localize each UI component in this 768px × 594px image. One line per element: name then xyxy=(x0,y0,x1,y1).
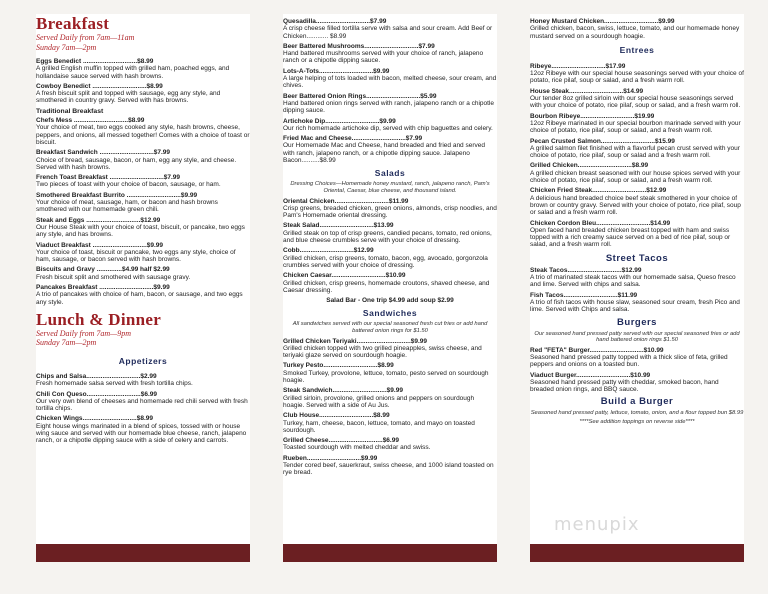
build-burger-heading: Build a Burger xyxy=(600,396,674,408)
menu-item-description: 12oz Ribeye marinated in our special bourbon marinade served with your choice of potato, rice pilaf, soup or salad, and a fresh warm roll. xyxy=(530,119,741,135)
build-burger-note: Seasoned hand pressed patty, lettuce, tomato, onion, and a flour topped bun $8.99 xyxy=(530,410,744,417)
menu-item xyxy=(36,117,250,146)
menu-list xyxy=(530,63,744,249)
menu-item xyxy=(283,198,497,220)
panel-content xyxy=(283,18,497,540)
menu-item-name: Steak Tacos..............................$12.99 xyxy=(530,266,642,274)
menu-item xyxy=(530,187,744,216)
breakfast-title: Breakfast xyxy=(36,14,110,33)
menu-item-description: Your choice of meat, two eggs cooked any style, hash browns, cheese, peppers, and onions, all messed together! Comes with a choice of toast or biscuit. xyxy=(36,124,250,146)
menu-item-description: A delicious hand breaded choice beef steak smothered in your choice of brown or country gravy. Served with your choice of potato, rice pilaf, soup or salad and a fresh warm roll. xyxy=(530,194,741,217)
menu-item-name: Chefs Mess ..............................$8.99 xyxy=(36,117,145,125)
footer-bar xyxy=(283,544,497,562)
menu-item xyxy=(36,149,250,171)
menu-item-name: Chicken Cordon Bleu..............................$14.99 xyxy=(530,219,671,227)
breakfast-hours: Served Daily from 7am—11am xyxy=(36,33,135,42)
menu-item xyxy=(36,373,250,388)
menu-item-description: Choice of bread, sausage, bacon, or ham, egg any style, and cheese. Served with hash browns. xyxy=(36,156,237,171)
menu-item-name: Beer Battered Mushrooms..............................$7.99 xyxy=(283,42,435,50)
menu-item-description: Smoked Turkey, provolone, lettuce, tomato, pesto served on sourdough hoagie. xyxy=(283,369,489,385)
menu-item-description: Eight house wings marinated in a blend of spices, tossed with or house wing sauce and served with our homemade blue cheese, ranch, jalapeno ranch, or a chipotle dipping sauce with a side of celery and carrots. xyxy=(36,422,247,445)
menu-item xyxy=(283,43,497,65)
menu-item-description: Our very own blend of cheeses and homemade red chili served with fresh tortilla chips. xyxy=(36,397,248,413)
menu-item xyxy=(283,247,497,269)
reverse-side-note: ****See addition toppings on reverse side**** xyxy=(579,419,695,426)
menu-item-description: Toasted sourdough with melted cheddar and swiss. xyxy=(283,444,431,452)
lunch-title: Lunch & Dinner xyxy=(36,309,162,329)
menu-item-description: Grilled steak on top of crisp greens, candied pecans, tomato, red onions, and blue cheese crumbles serve with your choice of dressing. xyxy=(283,229,492,245)
menu-item-description: Grilled chicken, crisp greens, homemade croutons, shaved cheese, and Caesar dressing. xyxy=(283,279,490,294)
menu-item xyxy=(36,192,250,214)
salads-note: Dressing Choices—Homemade honey mustard, ranch, jalapeno ranch, Pam's Oriental, Caesar, blue cheese, and thousand island. xyxy=(290,181,490,194)
menu-item xyxy=(530,63,744,85)
traditional-heading: Traditional Breakfast xyxy=(36,107,104,115)
menu-list xyxy=(36,58,250,105)
tacos-heading: Street Tacos xyxy=(605,252,669,264)
sandwiches-heading: Sandwiches xyxy=(362,308,418,319)
sandwiches-note: All sandwiches served with our special seasoned fresh cut fries or add hand battered onion rings for $1.50 xyxy=(292,321,488,334)
menu-item-name: Biscuits and Gravy ..............$4.99 half $2.99 xyxy=(36,266,170,274)
lunch-hours-sunday: Sunday 7am—2pm xyxy=(36,338,97,348)
menu-item xyxy=(530,18,744,40)
menu-list xyxy=(530,267,744,314)
menu-item-name: Fried Mac and Cheese..............................$7.99 xyxy=(283,135,423,143)
menu-item-name: Viaduct Burger..............................$10.99 xyxy=(530,371,651,379)
menu-item-description: Grilled sirloin, provolone, grilled onions and peppers on sourdough hoagie. Served with a side of Au Jus. xyxy=(283,394,475,409)
menu-item-description: Grilled chicken, bacon, swiss, lettuce, tomato, and our homemade honey mustard served on a sourdough hoagie. xyxy=(530,25,740,40)
menu-item-description: Our House Steak with your choice of toast, biscuit, or pancake, two eggs any style, and has browns. xyxy=(36,223,245,239)
menu-item xyxy=(36,391,250,413)
menu-item xyxy=(530,220,744,249)
menu-list xyxy=(530,18,744,40)
menu-item xyxy=(530,162,744,184)
menu-item-name: Cobb..............................$12.99 xyxy=(283,247,374,255)
menu-list xyxy=(36,373,250,445)
menu-item-name: Honey Mustard Chicken..............................$9.99 xyxy=(530,18,675,25)
menu-list xyxy=(283,18,497,164)
menu-item-name: Chili Con Queso..............................$6.99 xyxy=(36,390,157,398)
menu-item-name: Artichoke Dip..............................$9.99 xyxy=(283,117,396,125)
menu-item-name: Turkey Pesto..............................$8.99 xyxy=(283,362,394,370)
menu-item xyxy=(530,292,744,314)
menu-item xyxy=(36,174,250,189)
menu-item-name: Lots-A-Tots..............................$9.99 xyxy=(283,67,390,75)
menu-item xyxy=(283,362,497,384)
menu-item-description: Your choice of toast, biscuit or pancake, two eggs any style, choice of ham, sausage, or bacon served with hash browns. xyxy=(36,248,236,264)
menu-item-name: Pecan Crusted Salmon..............................$15.99 xyxy=(530,137,675,145)
menu-item-name: Eggs Benedict ..............................$8.99 xyxy=(36,58,154,65)
menu-item-name: Chips and Salsa..............................$2.99 xyxy=(36,372,157,380)
menu-item xyxy=(36,58,250,80)
menu-list xyxy=(283,198,497,295)
menu-item-name: Grilled Chicken..............................$8.99 xyxy=(530,162,649,170)
menu-item-description: Open faced hand breaded chicken breast topped with ham and swiss topped with a rich creamy sauce served on a bed of rice pilaf, soup or salad, and a fresh warm roll. xyxy=(530,226,731,249)
menu-item-name: French Toast Breakfast ..............................$7.99 xyxy=(36,174,181,182)
menu-item-name: Oriental Chicken..............................$11.99 xyxy=(283,197,409,205)
menu-item-description: A trio of pancakes with choice of ham, bacon, or sausage, and two eggs any style. xyxy=(36,291,243,306)
menu-item xyxy=(283,338,497,360)
menu-item-name: Chicken Caesar..............................$10.99 xyxy=(283,272,406,280)
menu-item-description: A trio of marinated steak tacos with our homemade salsa, Queso fresco and lime. Served with chips and salsa. xyxy=(530,274,736,289)
menu-item-description: Grilled chicken topped with two grilled pineapples, swiss cheese, and teriyaki glaze served on sourdough hoagie. xyxy=(283,344,482,360)
menu-item xyxy=(283,18,497,40)
menu-item xyxy=(36,266,250,281)
menu-item-name: Grilled Chicken Teriyaki..............................$9.99 xyxy=(283,337,428,345)
menu-item xyxy=(530,347,744,369)
footer-bar xyxy=(530,544,744,562)
menu-list xyxy=(530,347,744,394)
menu-item-description: A grilled salmon filet finished with a flavorful pecan crust served with your choice of potato, rice pilaf, soup or salad and a fresh warm roll. xyxy=(530,144,740,160)
menu-item xyxy=(530,138,744,160)
menu-item-description: Hand battered mushrooms served with your choice of ranch, jalapeno ranch or a chipotle dipping sauce. xyxy=(283,50,484,65)
menu-item xyxy=(530,88,744,110)
menu-item xyxy=(36,415,250,444)
menu-item-name: Viaduct Breakfast ..............................$9.99 xyxy=(36,241,164,249)
menu-item xyxy=(36,284,250,306)
menu-item-name: Steak and Eggs ..............................$12.99 xyxy=(36,216,161,224)
menu-item xyxy=(36,242,250,264)
menu-item xyxy=(283,118,497,133)
menu-item-name: Breakfast Sandwich ..............................$7.99 xyxy=(36,149,171,157)
menu-item-name: Smothered Breakfast Burrito ..............................$9.99 xyxy=(36,191,198,199)
menu-item-description: Hand battered onion rings served with ranch, jalapeno ranch or a chipotle dipping sauce. xyxy=(283,99,495,115)
menu-item-name: Pancakes Breakfast ..............................$9.99 xyxy=(36,284,170,292)
menu-item-name: House Steak..............................$14.99 xyxy=(530,87,644,95)
menu-item xyxy=(283,135,497,164)
menu-item-description: A grilled English muffin topped with grilled ham, poached eggs, and hollandaise sauce served with hash browns. xyxy=(36,65,230,80)
menu-item-description: Your choice of meat, sausage, ham, or bacon and hash browns smothered with our homemade green chili. xyxy=(36,199,218,214)
menu-item-name: Cowboy Benedict ..............................$8.99 xyxy=(36,82,163,90)
menu-item-description: Tender cored beef, sauerkraut, swiss cheese, and 1000 island toasted on rye bread. xyxy=(283,462,494,477)
menu-item-description: Seasoned hand pressed patty with cheddar, smoked bacon, hand breaded onion rings, and BBQ sauce. xyxy=(530,378,719,394)
menu-item-name: Steak Sandwich..............................$9.99 xyxy=(283,387,403,395)
menu-item xyxy=(283,222,497,244)
salads-heading: Salads xyxy=(374,168,406,179)
menu-item xyxy=(36,217,250,239)
menu-item xyxy=(530,113,744,135)
footer-bar xyxy=(36,544,250,562)
menu-item-description: Fresh homemade salsa served with fresh tortilla chips. xyxy=(36,380,193,388)
menu-item xyxy=(283,68,497,90)
menu-item-description: Our rich homemade artichoke dip, served with chip baguettes and celery. xyxy=(283,124,493,132)
menu-item-description: A crisp cheese filled tortilla serve with salsa and sour cream. Add Beef or Chicken............ $8.99 xyxy=(283,25,493,40)
menu-item xyxy=(283,437,497,452)
menu-item xyxy=(530,267,744,289)
burgers-note: Our seasoned hand pressed patty served with our special seasoned fries or add hand battered onion rings $1.50 xyxy=(534,330,740,344)
menu-item-name: Rueben..............................$9.99 xyxy=(283,454,378,462)
menu-item-name: Red "FETA" Burger..............................$10.99 xyxy=(530,346,664,354)
menu-item-description: Our tender 8oz grilled sirloin with our special house seasonings served with your choice of potato, rice pilaf, soup or salad, and a fresh warm roll. xyxy=(530,95,741,110)
menu-item-name: Club House..............................$8.99 xyxy=(283,412,390,420)
menu-item xyxy=(283,272,497,294)
watermark: menupix xyxy=(554,514,640,535)
salad-bar: Salad Bar - One trip $4.99 add soup $2.99 xyxy=(326,297,454,305)
menu-item-description: A large helping of tots loaded with bacon, melted cheese, sour cream, and chives. xyxy=(283,75,497,90)
panel-content xyxy=(530,18,744,540)
menu-item-description: A trio of fish tacos with house slaw, seasoned sour cream, fresh Pico and lime. Served with Chips and salsa. xyxy=(530,298,740,314)
menu-panel-middle xyxy=(283,14,497,562)
menu-item-name: Chicken Wings..............................$8.99 xyxy=(36,415,153,423)
entrees-heading: Entrees xyxy=(619,44,655,55)
burgers-heading: Burgers xyxy=(617,316,657,328)
menu-item-name: Ribeye..............................$17.99 xyxy=(530,62,626,70)
breakfast-hours-sunday: Sunday 7am—2pm xyxy=(36,42,97,52)
menu-item-name: Fish Tacos..............................$11.99 xyxy=(530,291,638,299)
menu-panel-right xyxy=(530,14,744,562)
appetizers-heading: Appetizers xyxy=(118,355,168,366)
menu-item-name: Beer Battered Onion Rings..............................$5.99 xyxy=(283,92,437,100)
menu-item-name: Bourbon Ribeye..............................$19.99 xyxy=(530,112,655,120)
menu-item-description: Grilled chicken, crisp greens, tomato, bacon, egg, avocado, gorgonzola crumbles served with your choice of dressing. xyxy=(283,254,488,269)
menu-item-description: Fresh biscuit split and smothered with sausage gravy. xyxy=(36,273,191,281)
panel-content xyxy=(36,14,250,540)
menu-item-name: Chicken Fried Steak..............................$12.99 xyxy=(530,187,667,195)
menu-item-description: Crisp greens, breaded chicken, green onions, almonds, crisp noodles, and Pam's Homemade oriental dressing. xyxy=(283,204,497,220)
menu-item-name: Grilled Cheese..............................$6.99 xyxy=(283,437,399,445)
menu-item-description: Turkey, ham, cheese, bacon, lettuce, tomato, and mayo on toasted sourdough. xyxy=(283,419,475,434)
menu-item xyxy=(283,412,497,434)
menu-list xyxy=(283,338,497,477)
menu-item xyxy=(283,455,497,477)
menu-item-description: 12oz Ribeye with our special house seasonings served with your choice of potato, rice pilaf, soup or salad, and a fresh warm roll. xyxy=(530,70,744,85)
menu-item xyxy=(283,93,497,115)
menu-item xyxy=(283,387,497,409)
menu-item xyxy=(36,83,250,105)
lunch-hours: Served Daily from 7am—9pm xyxy=(36,328,132,338)
menu-item-description: Seasoned hand pressed patty topped with a thick slice of feta, grilled peppers and onions on a toasted bun. xyxy=(530,353,728,369)
menu-item-description: A grilled chicken breast seasoned with our house spices served with your choice of potato, rice pilaf, soup or salad, and a fresh warm roll. xyxy=(530,169,741,185)
menu-item-name: Quesadilla..............................$7.99 xyxy=(283,18,387,25)
menu-item-description: Two pieces of toast with your choice of bacon, sausage, or ham. xyxy=(36,181,221,189)
menu-item-description: A fresh biscuit split and topped with sausage, egg any style, and smothered in country gravy. Served with has browns. xyxy=(36,90,221,105)
menu-item-name: Steak Salad..............................$13.99 xyxy=(283,222,394,230)
menu-panel-left xyxy=(36,14,250,562)
menu-list xyxy=(36,117,250,306)
menu-item-description: Our Homemade Mac and Cheese, hand breaded and fried and served with ranch, jalapeno ranch, or a chipotle dipping sauce. Jalapeno Bacon..........$8.99 xyxy=(283,142,485,165)
menu-item xyxy=(530,372,744,394)
